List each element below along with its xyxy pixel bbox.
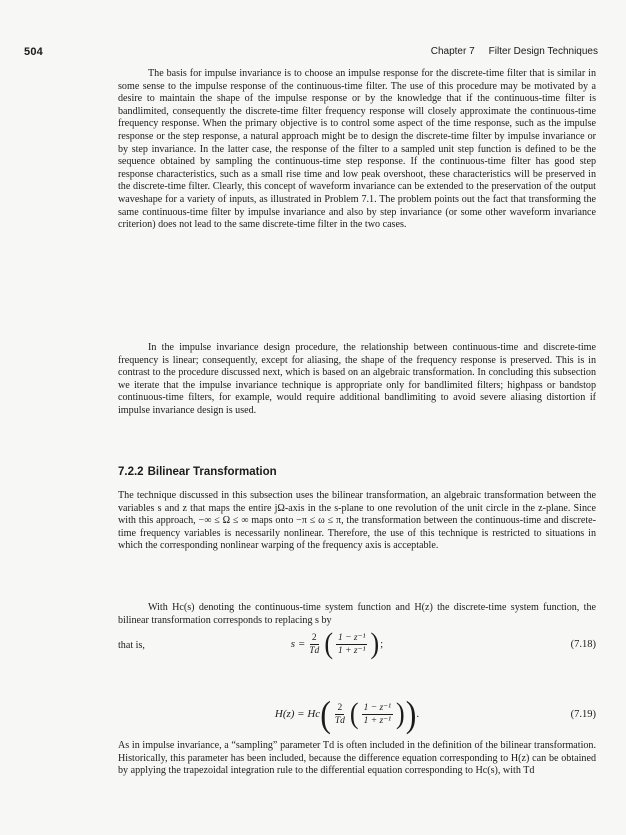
eq-719-fraction xyxy=(362,702,393,727)
eq-718-frac-den: 1 + z⁻¹ xyxy=(337,645,366,656)
equation-7-19-body xyxy=(118,693,536,735)
paragraph-sampling-parameter: As in impulse invariance, a “sampling” parameter Td is often included in the definition of the bilinear transformation. Historically, this parameter has been included, because the difference equation corresponding to H(z) can be obtained by applying the trapezoidal integration rule to the differential equation corresponding to Hc(s), with Td xyxy=(118,740,596,777)
paragraph-impulse-invariance-basis: The basis for impulse invariance is to choose an impulse response for the discrete-time filter that is similar in some sense to the impulse response of the continuous-time filter. The use of this procedure may be motivated by a desire to maintain the shape of the impulse response or by the knowledge that if the continuous-time filter is bandlimited, consequently the discrete-time filter frequency response will closely approximate the continuous-time frequency response. When the primary objective is to control some aspect of the time response, such as the impulse response or the step response, a natural approach might be to design the discrete-time filter by impulse invariance or by step invariance. In the latter case, the response of the filter to a sampled unit step function is defined to be the sequence obtained by sampling the continuous-time step response. If the continuous-time filter has good step response characteristics, such as a small rise time and low peak overshoot, these characteristics will be preserved in the discrete-time filter. Clearly, this concept of waveform invariance can be extended to the preservation of the output waveshape for a variety of inputs, as illustrated in Problem 7.1. The problem points out the fact that transforming the same continuous-time filter by impulse invariance and also by step invariance (or some other waveform invariance criterion) does not lead to the same discrete-time filter in the two cases. xyxy=(118,68,596,231)
eq-718-frac-num: 1 − z⁻¹ xyxy=(337,632,366,643)
page-number: 504 xyxy=(24,46,43,58)
eq-719-coef-den: Td xyxy=(334,715,345,726)
eq-718-lhs: s = xyxy=(290,638,306,650)
eq-719-left-paren: ( xyxy=(349,696,359,731)
paragraph-bilinear-intro: The technique discussed in this subsection uses the bilinear transformation, an algebraic transformation between the variables s and z that maps the entire jΩ-axis in the s-plane to one revolution of the unit circle in the z-plane. Since with this approach, −∞ ≤ Ω ≤ ∞ maps onto −π ≤ ω ≤ π, the transformation between the continuous-time and discrete-time frequency variables is necessarily nonlinear. Therefore, the use of this technique is restricted to situations in which the corresponding nonlinear warping of the frequency axis is acceptable. xyxy=(118,490,596,552)
paragraph-that-is: that is, xyxy=(118,640,145,651)
eq-719-outer-right-paren: ) xyxy=(405,693,417,735)
section-title: Bilinear Transformation xyxy=(147,466,277,478)
eq-718-coef-den: Td xyxy=(309,645,320,656)
eq-719-trail: . xyxy=(416,708,420,720)
eq-718-coef-num: 2 xyxy=(311,632,317,643)
eq-719-coefficient xyxy=(333,702,347,727)
equation-number-7-18: (7.18) xyxy=(570,638,596,650)
eq-719-frac-den: 1 + z⁻¹ xyxy=(363,715,392,726)
section-number: 7.2.2 xyxy=(118,466,144,478)
eq-718-right-paren: ) xyxy=(370,626,380,661)
eq-718-left-paren: ( xyxy=(324,626,333,661)
eq-719-frac-num: 1 − z⁻¹ xyxy=(363,702,392,713)
section-heading xyxy=(118,466,277,478)
paragraph-replacing-s: With Hc(s) denoting the continuous-time system function and H(z) the discrete-time system function, the bilinear transformation corresponds to replacing s by xyxy=(118,602,596,626)
chapter-label: Chapter 7 xyxy=(430,46,475,57)
eq-718-trail: ; xyxy=(380,638,384,650)
equation-7-19 xyxy=(118,694,596,734)
equation-number-7-19: (7.19) xyxy=(570,708,596,720)
chapter-title: Filter Design Techniques xyxy=(488,46,598,57)
eq-719-coef-num: 2 xyxy=(337,702,343,713)
eq-719-lhs: H(z) = Hc xyxy=(274,708,321,720)
paragraph-impulse-invariance-design: In the impulse invariance design procedure, the relationship between continuous-time and discrete-time frequency is linear; consequently, except for aliasing, the shape of the frequency response is preserved. This is in contrast to the procedure discussed next, which is based on an algebraic transformation. In concluding this subsection we iterate that the impulse invariance technique is appropriate only for bandlimited filters; highpass or bandstop continuous-time filters, for example, would require additional bandlimiting to avoid severe aliasing distortion if impulse invariance design is used. xyxy=(118,342,596,416)
eq-719-right-paren: ) xyxy=(396,696,405,731)
running-head xyxy=(431,46,598,57)
eq-719-outer-left-paren: ( xyxy=(320,693,331,735)
